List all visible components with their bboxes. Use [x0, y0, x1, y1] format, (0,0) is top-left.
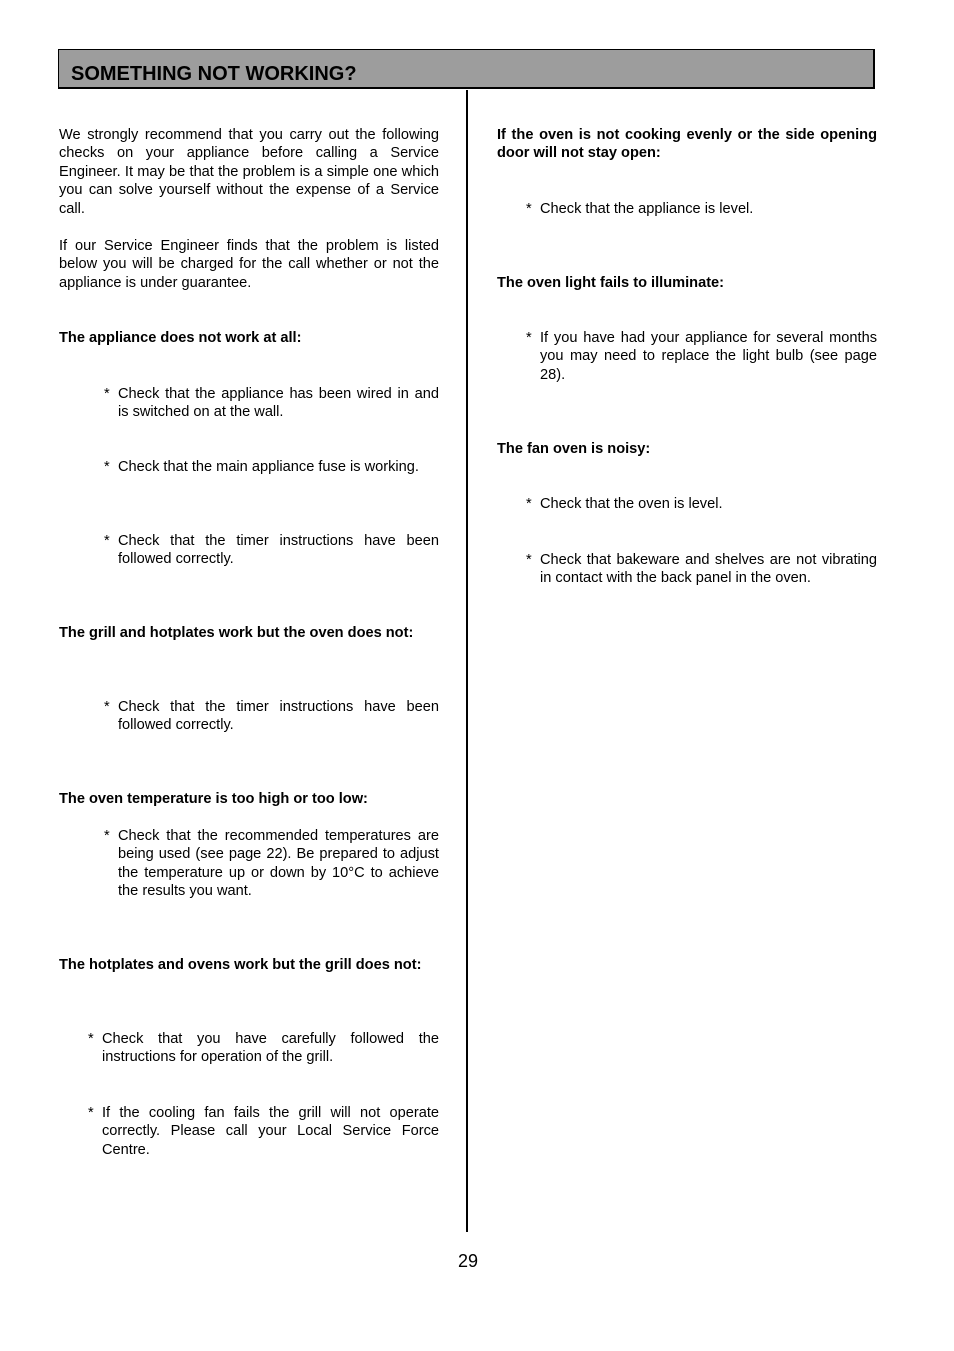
- column-divider: [466, 90, 468, 1232]
- heading-not-cooking-evenly: If the oven is not cooking evenly or the side opening door will not stay open:: [497, 127, 877, 162]
- bullet-marker: *: [88, 1031, 94, 1047]
- list-item-text: Check that the recommended temperatures are being used (see page 22). Be prepared to adjust the temperature up or down by 10°C to achieve the results you want.: [118, 828, 439, 900]
- bullet-marker: *: [88, 1105, 94, 1121]
- list-item-text: Check that bakeware and shelves are not vibrating in contact with the back panel in the oven.: [540, 552, 877, 587]
- list-item-text: Check that the oven is level.: [540, 496, 723, 512]
- bullet-marker: *: [526, 552, 532, 568]
- heading-oven-light: The oven light fails to illuminate:: [497, 275, 725, 291]
- bullet-marker: *: [526, 330, 532, 346]
- list-item-text: Check that the timer instructions have been followed correctly.: [118, 533, 439, 568]
- list-item-text: Check that you have carefully followed the instructions for operation of the grill.: [102, 1031, 439, 1066]
- heading-grill-does-not-work: The hotplates and ovens work but the grill does not:: [59, 957, 422, 973]
- bullet-marker: *: [104, 386, 110, 402]
- bullet-marker: *: [104, 459, 110, 475]
- bullet-marker: *: [104, 828, 110, 844]
- bullet-marker: *: [104, 533, 110, 549]
- page-title: SOMETHING NOT WORKING?: [71, 63, 357, 85]
- guarantee-paragraph: If our Service Engineer finds that the problem is listed below you will be charged for the call whether or not the appliance is under guarantee.: [59, 238, 439, 291]
- heading-temperature: The oven temperature is too high or too low:: [59, 791, 368, 807]
- list-item-text: Check that the appliance has been wired in and is switched on at the wall.: [118, 386, 439, 421]
- list-item-text: If the cooling fan fails the grill will not operate correctly. Please call your Local Service Force Centre.: [102, 1105, 439, 1158]
- intro-paragraph: We strongly recommend that you carry out the following checks on your appliance before calling a Service Engineer. It may be that the problem is a simple one which you can solve yourself without the expense of a Service call.: [59, 127, 439, 217]
- section-header: [58, 49, 875, 89]
- bullet-marker: *: [104, 699, 110, 715]
- heading-not-work-at-all: The appliance does not work at all:: [59, 330, 302, 346]
- list-item-text: Check that the timer instructions have been followed correctly.: [118, 699, 439, 734]
- bullet-marker: *: [526, 201, 532, 217]
- bullet-marker: *: [526, 496, 532, 512]
- list-item-text: Check that the main appliance fuse is working.: [118, 459, 419, 475]
- list-item-text: If you have had your appliance for several months you may need to replace the light bulb (see page 28).: [540, 330, 877, 383]
- page-number: 29: [457, 1251, 479, 1271]
- heading-oven-does-not-work: The grill and hotplates work but the oven does not:: [59, 625, 414, 641]
- list-item-text: Check that the appliance is level.: [540, 201, 754, 217]
- heading-fan-oven-noisy: The fan oven is noisy:: [497, 441, 651, 457]
